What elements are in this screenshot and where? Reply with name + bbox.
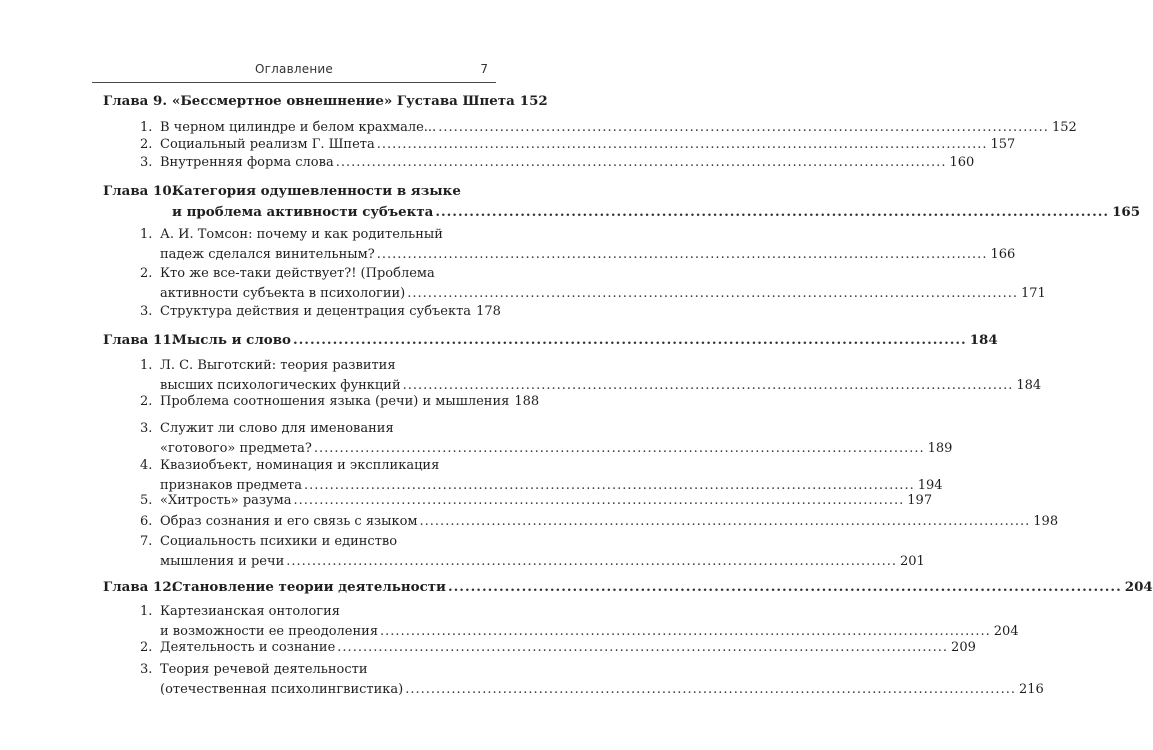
toc-section[interactable]: 3. Служит ли слово для именования «готового» предмета? ....................................................................................................................... 189 xyxy=(130,419,492,461)
section-title-line1: Социальность психики и единство xyxy=(160,534,398,549)
section-title: Проблема соотношения языка (речи) и мышления xyxy=(160,394,510,409)
section-page: 152 xyxy=(1051,120,1077,135)
toc-section[interactable]: 3. Теория речевой деятельности (отечественная психолингвистика) ....................................................................................................................... 216 xyxy=(130,660,492,702)
section-title-line1: Л. С. Выготский: теория развития xyxy=(160,358,396,373)
section-page: 204 xyxy=(993,624,1019,639)
chapter-title-line2: и проблема активности субъекта xyxy=(172,204,434,220)
section-title-line2: признаков предмета xyxy=(160,478,302,493)
section-title: Внутренняя форма слова xyxy=(160,155,334,170)
section-number: 1. xyxy=(140,120,153,135)
chapter-label: Глава 9. xyxy=(103,93,167,109)
toc-section[interactable]: 1. Л. С. Выготский: теория развития высших психологических функций ....................................................................................................................... 184 xyxy=(130,356,492,398)
section-page: 194 xyxy=(917,478,943,493)
section-number: 4. xyxy=(140,458,153,473)
toc-section[interactable]: 2. Кто же все-таки действует?! (Проблема активности субъекта в психологии) ....................................................................................................................... 171 xyxy=(130,264,492,306)
section-title-line2: (отечественная психолингвистика) xyxy=(160,682,404,697)
toc-section[interactable] xyxy=(130,302,501,322)
section-page: 201 xyxy=(899,554,925,569)
section-title-line1: Теория речевой деятельности xyxy=(160,662,368,677)
section-title-line1: Служит ли слово для именования xyxy=(160,421,394,436)
section-number: 2. xyxy=(140,640,153,655)
header-page-number: 7 xyxy=(480,62,488,76)
section-number: 3. xyxy=(140,662,153,677)
section-number: 5. xyxy=(140,493,153,508)
toc-section[interactable]: 1. Картезианская онтология и возможности ее преодоления ....................................................................................................................... 204 xyxy=(130,602,492,644)
section-title-line2: мышления и речи xyxy=(160,554,285,569)
toc-section[interactable]: 6. Образ сознания и его связь с языком ....................................................................................................................... 198 xyxy=(130,512,492,532)
chapter-label: Глава 10. xyxy=(103,183,177,199)
chapter-page: 204 xyxy=(1124,579,1153,595)
toc-section[interactable]: 2. Деятельность и сознание ....................................................................................................................... 209 xyxy=(130,638,492,658)
section-page: 197 xyxy=(907,493,933,508)
toc-section[interactable]: 5. «Хитрость» разума ....................................................................................................................... 197 xyxy=(130,491,492,511)
toc-section[interactable]: 2. Социальный реализм Г. Шпета ....................................................................................................................... 157 xyxy=(130,135,492,155)
chapter-page: 152 xyxy=(519,93,548,109)
section-title-line1: Кто же все-таки действует?! (Проблема xyxy=(160,266,435,281)
toc-section[interactable]: 1. В черном цилиндре и белом крахмале... ....................................................................................................................... 152 xyxy=(130,118,492,138)
section-title-line1: Картезианская онтология xyxy=(160,604,340,619)
section-page: 166 xyxy=(990,247,1016,262)
section-page: 216 xyxy=(1018,682,1044,697)
chapter-page: 165 xyxy=(1112,204,1141,220)
section-page: 157 xyxy=(990,137,1016,152)
running-header xyxy=(92,60,496,83)
section-title-line2: «готового» предмета? xyxy=(160,441,312,456)
section-page: 198 xyxy=(1033,514,1059,529)
section-number: 7. xyxy=(140,534,153,549)
toc-chapter[interactable]: Глава 11. Мысль и слово ....................................................................................................................... 184 xyxy=(103,332,998,348)
section-number: 2. xyxy=(140,394,153,409)
chapter-title: Становление теории деятельности xyxy=(172,579,446,595)
chapter-label: Глава 12. xyxy=(103,579,177,595)
section-title-line2: высших психологических функций xyxy=(160,378,401,393)
section-number: 6. xyxy=(140,514,153,529)
section-number: 3. xyxy=(140,304,153,319)
toc-section[interactable]: 7. Социальность психики и единство мышления и речи ....................................................................................................................... 201 xyxy=(130,532,492,574)
section-title-line2: активности субъекта в психологии) xyxy=(160,286,406,301)
toc-chapter[interactable]: Глава 12. Становление теории деятельности ....................................................................................................................... 204 xyxy=(103,579,1153,595)
section-title-line2: и возможности ее преодоления xyxy=(160,624,379,639)
toc-section[interactable]: 3. Внутренняя форма слова ....................................................................................................................... 160 xyxy=(130,153,492,173)
section-title: В черном цилиндре и белом крахмале... xyxy=(160,120,437,135)
chapter-title-line xyxy=(172,91,548,111)
section-number: 2. xyxy=(140,266,153,281)
section-title: Социальный реализм Г. Шпета xyxy=(160,137,375,152)
section-title: Деятельность и сознание xyxy=(160,640,336,655)
section-page: 184 xyxy=(1016,378,1042,393)
section-number: 3. xyxy=(140,155,153,170)
section-number: 3. xyxy=(140,421,153,436)
section-page: 178 xyxy=(476,304,501,319)
section-page: 160 xyxy=(949,155,975,170)
chapter-title-line1: Категория одушевленности в языке xyxy=(172,183,461,199)
header-title: Оглавление xyxy=(255,62,333,76)
chapter-page: 184 xyxy=(969,332,998,348)
section-title: Образ сознания и его связь с языком xyxy=(160,514,418,529)
section-page: 189 xyxy=(927,441,953,456)
section-title: «Хитрость» разума xyxy=(160,493,292,508)
section-title: Структура действия и децентрация субъекта xyxy=(160,304,472,319)
section-number: 1. xyxy=(140,604,153,619)
chapter-title: Мысль и слово xyxy=(172,332,291,348)
section-title-line1: А. И. Томсон: почему и как родительный xyxy=(160,227,443,242)
toc-section[interactable]: 1. А. И. Томсон: почему и как родительный падеж сделался винительным? ....................................................................................................................... 166 xyxy=(130,225,492,267)
chapter-title: «Бессмертное овнешнение» Густава Шпета xyxy=(172,93,515,109)
section-page: 171 xyxy=(1021,286,1046,301)
section-title-line1: Квазиобъект, номинация и экспликация xyxy=(160,458,440,473)
section-number: 2. xyxy=(140,137,153,152)
chapter-label: Глава 11. xyxy=(103,332,177,348)
section-number: 1. xyxy=(140,227,153,242)
toc-chapter[interactable] xyxy=(85,91,548,111)
toc-section[interactable]: 4. Квазиобъект, номинация и экспликация признаков предмета ....................................................................................................................... 194 xyxy=(130,456,492,498)
section-page: 188 xyxy=(514,394,540,409)
section-page: 209 xyxy=(951,640,976,655)
toc-chapter[interactable]: Глава 10. Категория одушевленности в языке и проблема активности субъекта ....................................................................................................................... 165 xyxy=(103,183,1141,220)
section-number: 1. xyxy=(140,358,153,373)
section-title-line2: падеж сделался винительным? xyxy=(160,247,375,262)
toc-section[interactable] xyxy=(130,392,540,412)
